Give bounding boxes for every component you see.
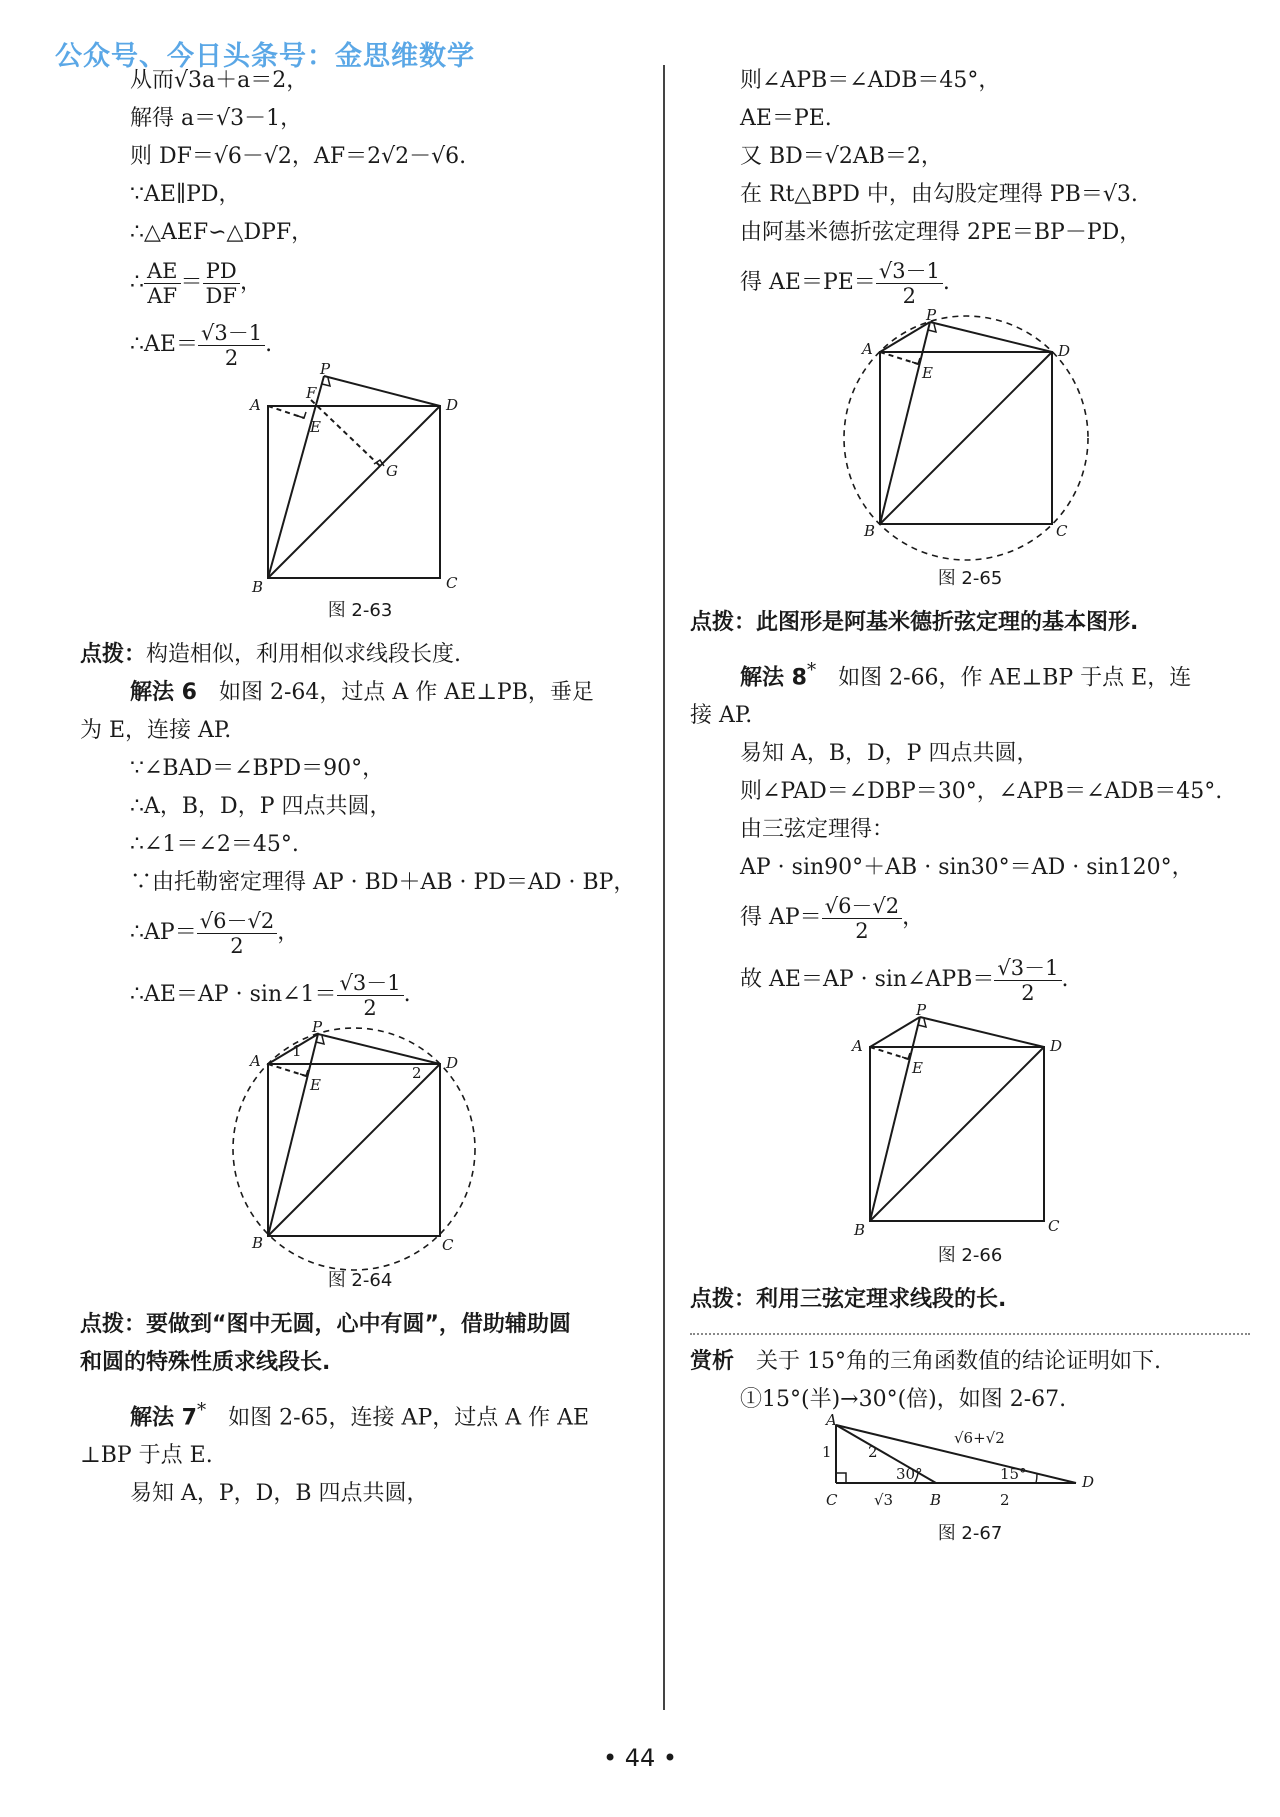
label-d: D [446, 396, 459, 414]
text-line: ⊥BP 于点 E. [80, 1443, 213, 1469]
text-line: 易知 A，B，D，P 四点共圆， [740, 741, 1039, 767]
denominator: 2 [902, 283, 917, 308]
text: ＝ [180, 270, 203, 295]
label-p: P [916, 1001, 927, 1020]
label-cb-length: √3 [874, 1491, 894, 1510]
text-line: 易知 A，P，D，B 四点共圆， [130, 1481, 429, 1507]
fraction [822, 894, 902, 943]
denominator: 2 [1021, 980, 1035, 1005]
label-angle-30: 30° [896, 1465, 923, 1484]
label-angle-15: 15° [1000, 1465, 1027, 1484]
fraction [198, 321, 265, 370]
tip-3 [690, 604, 1250, 642]
tip-text: 和圆的特殊性质求线段长. [80, 1350, 331, 1375]
label-a: A [250, 396, 261, 414]
label-b: B [864, 522, 876, 540]
denominator: 2 [363, 995, 377, 1020]
text-line: 又 BD＝√2AB＝2， [740, 144, 943, 169]
figure-caption: 图 2-67 [937, 1523, 1003, 1545]
tip-label: 点拨： [80, 1312, 147, 1337]
text-line: AP · sin90°＋AB · sin30°＝AD · sin120°， [740, 855, 1194, 881]
figure-caption: 图 2-66 [937, 1245, 1003, 1267]
text-line: 则∠PAD＝∠DBP＝30°，∠APB＝∠ADB＝45°. [740, 779, 1223, 805]
label-b: B [854, 1221, 866, 1240]
numerator: √6－√2 [197, 909, 277, 934]
section-separator [690, 1333, 1250, 1335]
label-d: D [446, 1054, 459, 1072]
text-line: ∴△AEF∽△DPF， [130, 220, 314, 245]
figure-2-67-diagram [690, 1411, 1250, 1519]
label-g: G [386, 462, 398, 480]
label-a: A [862, 340, 873, 358]
text: . [265, 332, 273, 357]
text: . [942, 270, 950, 295]
page-number: • 44 • [602, 1744, 678, 1772]
method-6-heading [80, 674, 640, 712]
tip-4 [690, 1281, 1250, 1319]
label-d: D [1058, 342, 1071, 360]
text-line: 由三弦定理得： [740, 817, 895, 843]
text-line: ∵由托勒密定理得 AP · BD＋AB · PD＝AD · BP， [130, 870, 636, 895]
ae-pe-equation [690, 252, 1250, 314]
figure-caption: 图 2-63 [327, 600, 393, 621]
method-label: 解法 8 [740, 665, 807, 691]
label-p: P [926, 306, 937, 324]
denominator: 2 [230, 933, 244, 958]
star-mark: * [806, 660, 817, 681]
ae-equation [690, 949, 1250, 1011]
label-angle-1: 1 [292, 1042, 302, 1060]
fraction [337, 971, 404, 1020]
text: 得 AE＝PE＝ [740, 270, 876, 295]
figure-2-63 [80, 360, 640, 626]
label-angle-2: 2 [412, 1064, 422, 1082]
label-c: C [1048, 1217, 1060, 1236]
method-text: 如图 2-66，作 AE⊥BP 于点 E，连 [816, 665, 1192, 691]
method-7-heading [80, 1392, 640, 1437]
figure-2-65-diagram [690, 306, 1250, 564]
label-a: A [826, 1411, 837, 1430]
method-8-heading [690, 652, 1250, 697]
label-ac-length: 1 [822, 1443, 832, 1462]
text-line: 在 Rt△BPD 中，由勾股定理得 PB＝√3. [740, 182, 1138, 207]
figure-2-65 [690, 306, 1250, 594]
fraction [144, 259, 181, 308]
appreciation-text: 关于 15°角的三角函数值的结论证明如下. [734, 1349, 1161, 1375]
label-c: C [1056, 522, 1068, 540]
tip-text: 此图形是阿基米德折弦定理的基本图形. [756, 610, 1139, 635]
figure-2-66-diagram [690, 1001, 1250, 1241]
text: ∴AP＝ [130, 920, 197, 945]
watermark: 公众号、今日头条号：金思维数学 [55, 41, 475, 72]
text-line: ∵∠BAD＝∠BPD＝90°， [130, 756, 385, 781]
text: ∴ [130, 270, 144, 295]
numerator: AE [144, 259, 181, 284]
text-line: ∴A，B，D，P 四点共圆， [130, 794, 392, 819]
text-line: 则 DF＝√6－√2，AF＝2√2－√6. [130, 144, 467, 169]
text: ∴AE＝AP · sin∠1＝ [130, 982, 337, 1007]
label-e: E [912, 1059, 923, 1078]
text-line: 从而√3a＋a＝2， [130, 68, 309, 93]
text: ， [277, 920, 300, 945]
label-a: A [250, 1052, 261, 1070]
result-equation [80, 314, 640, 376]
ae-equation [80, 964, 640, 1026]
tip-1 [80, 636, 640, 674]
text-line: ∵AE∥PD， [130, 182, 241, 207]
label-f: F [306, 384, 317, 402]
denominator: DF [205, 283, 237, 308]
label-e: E [310, 418, 321, 436]
label-e: E [922, 364, 933, 382]
figure-2-64-diagram [80, 1018, 640, 1266]
figure-caption: 图 2-65 [937, 568, 1003, 589]
text-line: 则∠APB＝∠ADB＝45°， [740, 68, 1001, 93]
label-bd-length: 2 [1000, 1491, 1010, 1510]
numerator: √3－1 [198, 321, 265, 346]
text: 故 AE＝AP · sin∠APB＝ [740, 967, 995, 993]
fraction [203, 259, 240, 308]
label-p: P [312, 1018, 323, 1036]
denominator: 2 [224, 345, 239, 370]
tip-text: 构造相似，利用相似求线段长度. [146, 642, 462, 667]
label-b: B [252, 578, 264, 596]
ratio-equation [80, 252, 640, 314]
text-line: 为 E，连接 AP. [80, 718, 232, 743]
figure-2-66 [690, 1001, 1250, 1271]
text-line: 解得 a＝√3－1， [130, 106, 303, 131]
denominator: AF [147, 283, 178, 308]
text: . [403, 982, 411, 1007]
method-text: 如图 2-65，连接 AP，过点 A 作 AE [206, 1405, 590, 1431]
label-d: D [1050, 1037, 1063, 1056]
figure-2-67 [690, 1411, 1250, 1549]
numerator: √3－1 [994, 956, 1061, 981]
method-label: 解法 7 [130, 1405, 197, 1431]
label-p: P [320, 360, 331, 378]
text: ， [902, 905, 925, 931]
label-c: C [446, 574, 458, 592]
label-a: A [852, 1037, 863, 1056]
tip-2 [80, 1306, 640, 1344]
method-label: 解法 6 [130, 680, 197, 705]
left-column [80, 62, 640, 1513]
appreciation-label: 赏析 [690, 1349, 735, 1375]
text-line: 由阿基米德折弦定理得 2PE＝BP－PD， [740, 220, 1142, 245]
ap-equation [80, 902, 640, 964]
column-divider [663, 65, 665, 1710]
label-e: E [310, 1076, 321, 1094]
tip-text: 要做到“图中无圆，心中有圆”，借助辅助圆 [146, 1312, 571, 1337]
tip-label: 点拨： [690, 1287, 757, 1313]
text: 得 AP＝ [740, 905, 822, 931]
label-c: C [826, 1491, 838, 1510]
ap-equation [690, 887, 1250, 949]
tip-2-cont [80, 1344, 640, 1382]
figure-caption: 图 2-64 [327, 1270, 393, 1291]
text-line: ①15°(半)→30°(倍)，如图 2-67. [740, 1387, 1067, 1413]
method-text: 如图 2-64，过点 A 作 AE⊥PB，垂足 [196, 680, 594, 705]
label-ab-length: 2 [868, 1443, 878, 1462]
right-column [690, 62, 1250, 1549]
label-b: B [252, 1234, 264, 1252]
label-d: D [1082, 1473, 1095, 1492]
text-line: ∴∠1＝∠2＝45°. [130, 832, 299, 857]
text: . [1061, 967, 1069, 993]
label-b: B [930, 1491, 942, 1510]
tip-text: 利用三弦定理求线段的长. [756, 1287, 1007, 1313]
text-line: AE＝PE. [740, 106, 832, 131]
numerator: √3－1 [876, 259, 943, 284]
tip-label: 点拨： [690, 610, 757, 635]
label-c: C [442, 1236, 454, 1254]
text-line: 接 AP. [690, 703, 753, 729]
text: ， [239, 270, 262, 295]
appreciation-heading [690, 1343, 1250, 1381]
numerator: PD [203, 259, 240, 284]
fraction [994, 956, 1061, 1005]
tip-label: 点拨： [80, 642, 147, 667]
fraction [876, 259, 943, 308]
figure-2-64 [80, 1018, 640, 1296]
numerator: √6－√2 [822, 894, 902, 919]
text: ∴AE＝ [130, 332, 198, 357]
figure-2-63-diagram [80, 360, 640, 596]
denominator: 2 [855, 918, 869, 943]
label-ad-length: √6+√2 [954, 1429, 1005, 1448]
numerator: √3－1 [337, 971, 404, 996]
star-mark: * [196, 1400, 207, 1421]
fraction [197, 909, 277, 958]
